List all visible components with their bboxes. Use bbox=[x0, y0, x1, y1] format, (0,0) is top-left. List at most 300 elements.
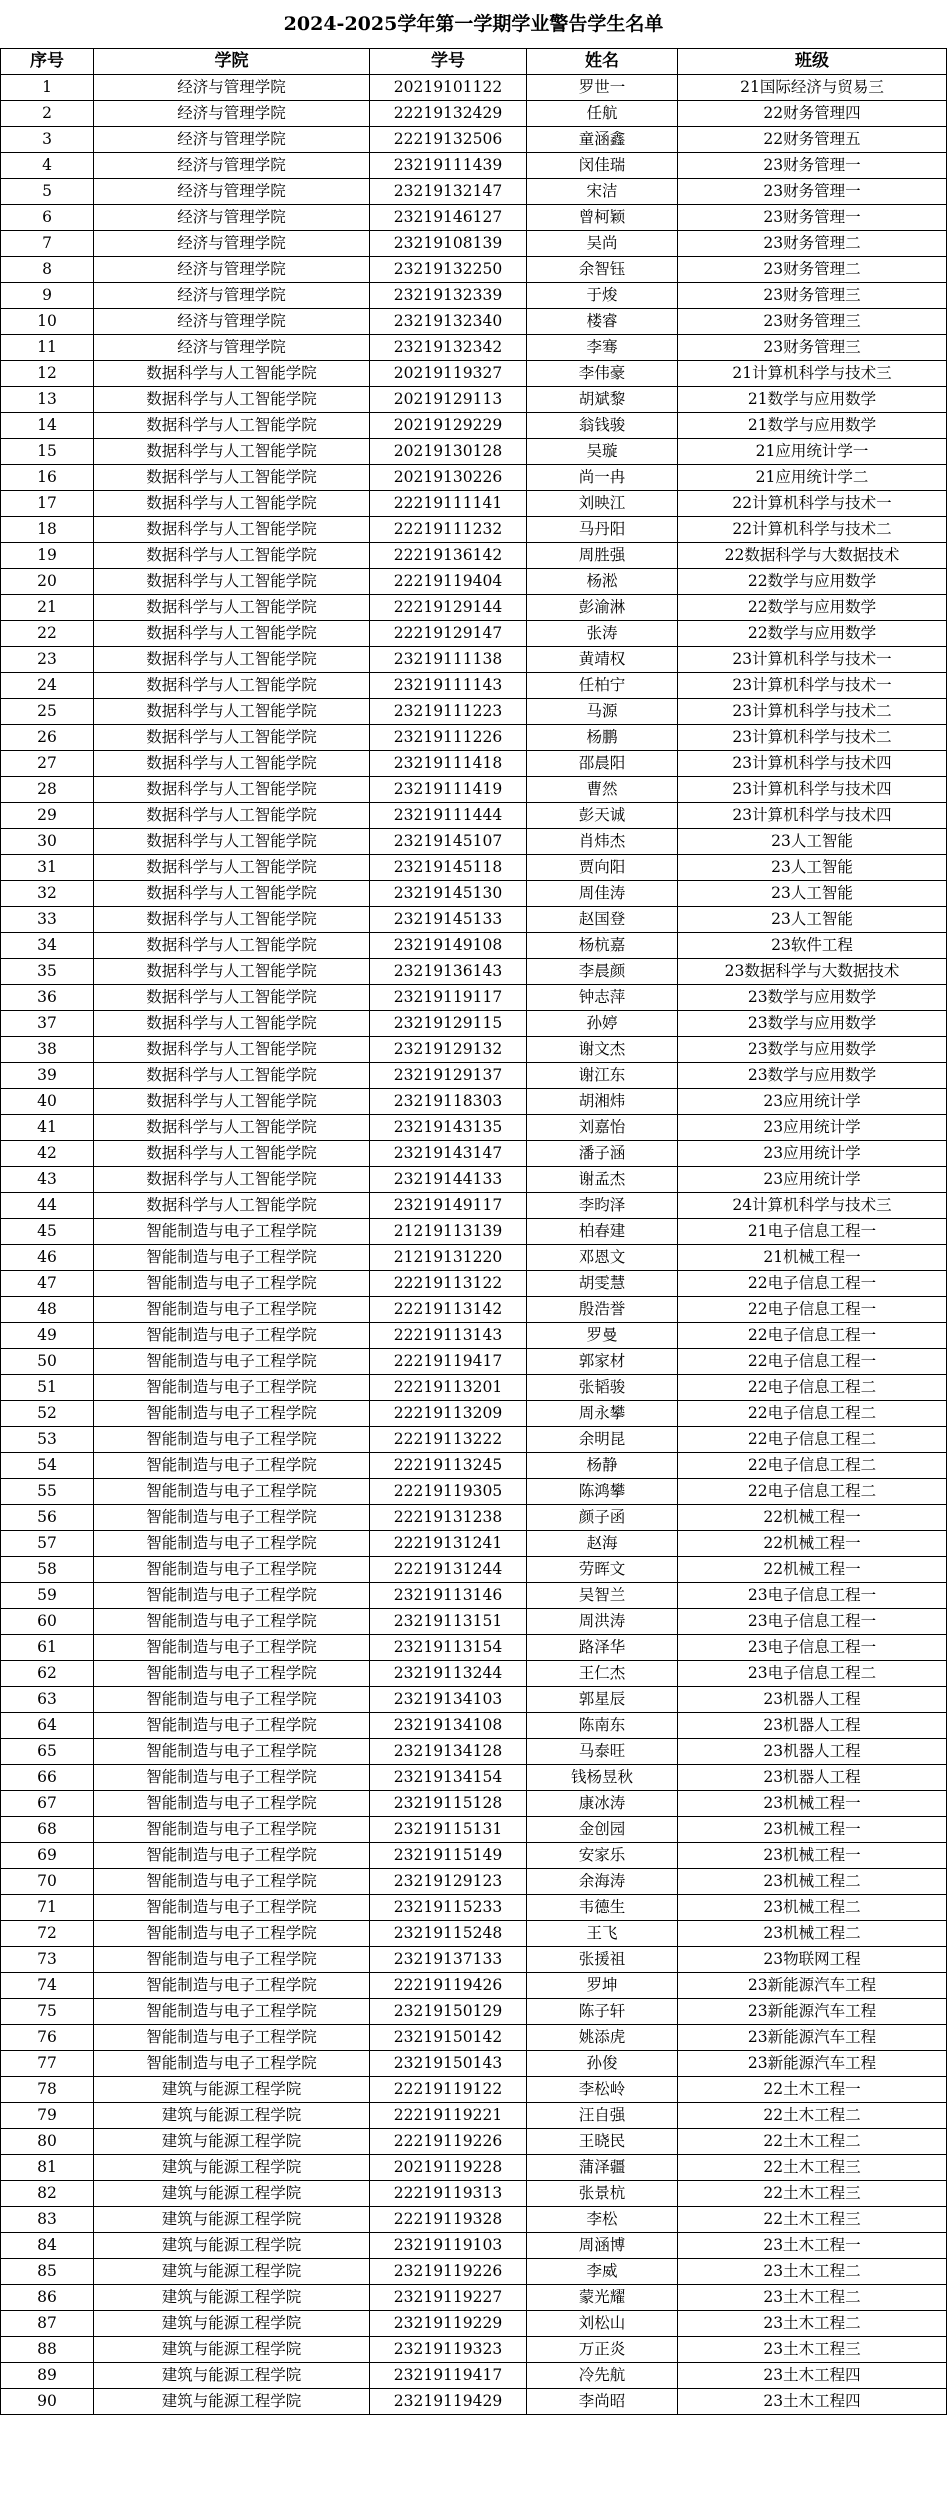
class-cell: 23人工智能 bbox=[678, 881, 947, 907]
class-cell: 23应用统计学 bbox=[678, 1115, 947, 1141]
class-cell: 23土木工程四 bbox=[678, 2363, 947, 2389]
college-cell: 智能制造与电子工程学院 bbox=[94, 2025, 370, 2051]
college-cell: 智能制造与电子工程学院 bbox=[94, 1895, 370, 1921]
table-row bbox=[1, 491, 947, 517]
college-cell: 数据科学与人工智能学院 bbox=[94, 543, 370, 569]
table-row bbox=[1, 127, 947, 153]
college-cell: 建筑与能源工程学院 bbox=[94, 2285, 370, 2311]
row-index: 55 bbox=[1, 1479, 94, 1505]
row-index: 8 bbox=[1, 257, 94, 283]
row-index: 65 bbox=[1, 1739, 94, 1765]
college-cell: 经济与管理学院 bbox=[94, 75, 370, 101]
class-cell: 23土木工程二 bbox=[678, 2259, 947, 2285]
table-row bbox=[1, 1531, 947, 1557]
student-id-cell: 23219145133 bbox=[370, 907, 527, 933]
student-id-cell: 20219130226 bbox=[370, 465, 527, 491]
college-cell: 数据科学与人工智能学院 bbox=[94, 1193, 370, 1219]
name-cell: 周涵博 bbox=[527, 2233, 678, 2259]
table-row bbox=[1, 2337, 947, 2363]
student-warning-table bbox=[0, 48, 947, 2415]
name-cell: 王晓民 bbox=[527, 2129, 678, 2155]
college-cell: 建筑与能源工程学院 bbox=[94, 2233, 370, 2259]
class-cell: 23应用统计学 bbox=[678, 1089, 947, 1115]
class-cell: 22土木工程三 bbox=[678, 2155, 947, 2181]
name-cell: 尚一冉 bbox=[527, 465, 678, 491]
name-cell: 李伟豪 bbox=[527, 361, 678, 387]
class-cell: 23计算机科学与技术一 bbox=[678, 647, 947, 673]
college-cell: 智能制造与电子工程学院 bbox=[94, 1765, 370, 1791]
name-cell: 李晨颜 bbox=[527, 959, 678, 985]
table-row bbox=[1, 1063, 947, 1089]
class-cell: 23应用统计学 bbox=[678, 1167, 947, 1193]
student-id-cell: 23219113146 bbox=[370, 1583, 527, 1609]
student-id-cell: 23219115248 bbox=[370, 1921, 527, 1947]
college-cell: 智能制造与电子工程学院 bbox=[94, 1401, 370, 1427]
row-index: 39 bbox=[1, 1063, 94, 1089]
table-row bbox=[1, 1895, 947, 1921]
name-cell: 刘映江 bbox=[527, 491, 678, 517]
name-cell: 康冰涛 bbox=[527, 1791, 678, 1817]
name-cell: 马丹阳 bbox=[527, 517, 678, 543]
row-index: 89 bbox=[1, 2363, 94, 2389]
table-row bbox=[1, 1661, 947, 1687]
row-index: 68 bbox=[1, 1817, 94, 1843]
table-row bbox=[1, 1557, 947, 1583]
student-id-cell: 23219115128 bbox=[370, 1791, 527, 1817]
student-id-cell: 23219132250 bbox=[370, 257, 527, 283]
college-cell: 智能制造与电子工程学院 bbox=[94, 1245, 370, 1271]
table-row bbox=[1, 361, 947, 387]
name-cell: 王飞 bbox=[527, 1921, 678, 1947]
row-index: 1 bbox=[1, 75, 94, 101]
name-cell: 李尚昭 bbox=[527, 2389, 678, 2415]
table-row bbox=[1, 1297, 947, 1323]
name-cell: 彭天诚 bbox=[527, 803, 678, 829]
college-cell: 数据科学与人工智能学院 bbox=[94, 491, 370, 517]
row-index: 44 bbox=[1, 1193, 94, 1219]
student-id-cell: 23219145118 bbox=[370, 855, 527, 881]
student-id-cell: 23219108139 bbox=[370, 231, 527, 257]
row-index: 73 bbox=[1, 1947, 94, 1973]
row-index: 14 bbox=[1, 413, 94, 439]
row-index: 90 bbox=[1, 2389, 94, 2415]
college-cell: 经济与管理学院 bbox=[94, 309, 370, 335]
row-index: 75 bbox=[1, 1999, 94, 2025]
table-row bbox=[1, 101, 947, 127]
college-cell: 建筑与能源工程学院 bbox=[94, 2389, 370, 2415]
class-cell: 22土木工程三 bbox=[678, 2207, 947, 2233]
student-id-cell: 23219111138 bbox=[370, 647, 527, 673]
name-cell: 谢文杰 bbox=[527, 1037, 678, 1063]
student-id-cell: 22219131238 bbox=[370, 1505, 527, 1531]
student-id-cell: 20219129113 bbox=[370, 387, 527, 413]
row-index: 3 bbox=[1, 127, 94, 153]
college-cell: 数据科学与人工智能学院 bbox=[94, 1141, 370, 1167]
student-id-cell: 23219119417 bbox=[370, 2363, 527, 2389]
name-cell: 闵佳瑞 bbox=[527, 153, 678, 179]
row-index: 76 bbox=[1, 2025, 94, 2051]
class-cell: 22数学与应用数学 bbox=[678, 569, 947, 595]
class-cell: 22数据科学与大数据技术 bbox=[678, 543, 947, 569]
table-row bbox=[1, 2259, 947, 2285]
name-cell: 赵国登 bbox=[527, 907, 678, 933]
table-row bbox=[1, 1765, 947, 1791]
student-id-cell: 23219111439 bbox=[370, 153, 527, 179]
college-cell: 智能制造与电子工程学院 bbox=[94, 1791, 370, 1817]
row-index: 42 bbox=[1, 1141, 94, 1167]
name-cell: 刘嘉怡 bbox=[527, 1115, 678, 1141]
name-cell: 张援祖 bbox=[527, 1947, 678, 1973]
student-id-cell: 23219118303 bbox=[370, 1089, 527, 1115]
class-cell: 21应用统计学二 bbox=[678, 465, 947, 491]
name-cell: 周胜强 bbox=[527, 543, 678, 569]
class-cell: 23土木工程三 bbox=[678, 2337, 947, 2363]
class-cell: 22机械工程一 bbox=[678, 1505, 947, 1531]
row-index: 18 bbox=[1, 517, 94, 543]
name-cell: 余明昆 bbox=[527, 1427, 678, 1453]
table-row bbox=[1, 1453, 947, 1479]
row-index: 47 bbox=[1, 1271, 94, 1297]
student-id-cell: 22219131244 bbox=[370, 1557, 527, 1583]
student-id-cell: 23219150142 bbox=[370, 2025, 527, 2051]
row-index: 33 bbox=[1, 907, 94, 933]
name-cell: 黄靖权 bbox=[527, 647, 678, 673]
student-id-cell: 22219119417 bbox=[370, 1349, 527, 1375]
table-row bbox=[1, 1843, 947, 1869]
student-id-cell: 20219119228 bbox=[370, 2155, 527, 2181]
table-row bbox=[1, 153, 947, 179]
row-index: 45 bbox=[1, 1219, 94, 1245]
class-cell: 21电子信息工程一 bbox=[678, 1219, 947, 1245]
name-cell: 王仁杰 bbox=[527, 1661, 678, 1687]
name-cell: 陈子轩 bbox=[527, 1999, 678, 2025]
college-cell: 建筑与能源工程学院 bbox=[94, 2207, 370, 2233]
class-cell: 23计算机科学与技术二 bbox=[678, 725, 947, 751]
college-cell: 智能制造与电子工程学院 bbox=[94, 1869, 370, 1895]
student-id-cell: 23219134128 bbox=[370, 1739, 527, 1765]
row-index: 28 bbox=[1, 777, 94, 803]
college-cell: 经济与管理学院 bbox=[94, 153, 370, 179]
class-cell: 22电子信息工程二 bbox=[678, 1427, 947, 1453]
student-id-cell: 23219150129 bbox=[370, 1999, 527, 2025]
row-index: 87 bbox=[1, 2311, 94, 2337]
college-cell: 经济与管理学院 bbox=[94, 335, 370, 361]
student-id-cell: 23219137133 bbox=[370, 1947, 527, 1973]
class-cell: 23财务管理二 bbox=[678, 231, 947, 257]
college-cell: 智能制造与电子工程学院 bbox=[94, 1687, 370, 1713]
table-row bbox=[1, 1089, 947, 1115]
table-row bbox=[1, 2155, 947, 2181]
table-row bbox=[1, 673, 947, 699]
row-index: 40 bbox=[1, 1089, 94, 1115]
name-cell: 罗世一 bbox=[527, 75, 678, 101]
row-index: 22 bbox=[1, 621, 94, 647]
college-cell: 智能制造与电子工程学院 bbox=[94, 1635, 370, 1661]
college-cell: 数据科学与人工智能学院 bbox=[94, 517, 370, 543]
name-cell: 曹然 bbox=[527, 777, 678, 803]
college-cell: 数据科学与人工智能学院 bbox=[94, 621, 370, 647]
student-id-cell: 23219115149 bbox=[370, 1843, 527, 1869]
name-cell: 贾向阳 bbox=[527, 855, 678, 881]
college-cell: 数据科学与人工智能学院 bbox=[94, 725, 370, 751]
row-index: 27 bbox=[1, 751, 94, 777]
class-cell: 23财务管理一 bbox=[678, 153, 947, 179]
row-index: 7 bbox=[1, 231, 94, 257]
class-cell: 22电子信息工程一 bbox=[678, 1323, 947, 1349]
college-cell: 智能制造与电子工程学院 bbox=[94, 1947, 370, 1973]
row-index: 13 bbox=[1, 387, 94, 413]
student-id-cell: 22219113122 bbox=[370, 1271, 527, 1297]
student-id-cell: 23219145107 bbox=[370, 829, 527, 855]
header-index: 序号 bbox=[1, 49, 94, 75]
row-index: 56 bbox=[1, 1505, 94, 1531]
student-id-cell: 23219143135 bbox=[370, 1115, 527, 1141]
row-index: 67 bbox=[1, 1791, 94, 1817]
student-id-cell: 23219134154 bbox=[370, 1765, 527, 1791]
name-cell: 邵晨阳 bbox=[527, 751, 678, 777]
name-cell: 胡斌黎 bbox=[527, 387, 678, 413]
student-id-cell: 23219111418 bbox=[370, 751, 527, 777]
row-index: 24 bbox=[1, 673, 94, 699]
college-cell: 数据科学与人工智能学院 bbox=[94, 413, 370, 439]
row-index: 72 bbox=[1, 1921, 94, 1947]
name-cell: 杨静 bbox=[527, 1453, 678, 1479]
name-cell: 翁钱骏 bbox=[527, 413, 678, 439]
student-id-cell: 23219119103 bbox=[370, 2233, 527, 2259]
college-cell: 经济与管理学院 bbox=[94, 101, 370, 127]
class-cell: 22机械工程一 bbox=[678, 1531, 947, 1557]
college-cell: 数据科学与人工智能学院 bbox=[94, 1167, 370, 1193]
college-cell: 智能制造与电子工程学院 bbox=[94, 1323, 370, 1349]
student-id-cell: 23219111143 bbox=[370, 673, 527, 699]
student-id-cell: 23219134103 bbox=[370, 1687, 527, 1713]
college-cell: 智能制造与电子工程学院 bbox=[94, 1609, 370, 1635]
student-id-cell: 22219119305 bbox=[370, 1479, 527, 1505]
row-index: 32 bbox=[1, 881, 94, 907]
table-row bbox=[1, 1609, 947, 1635]
table-row bbox=[1, 517, 947, 543]
table-row bbox=[1, 2129, 947, 2155]
college-cell: 建筑与能源工程学院 bbox=[94, 2337, 370, 2363]
class-cell: 23人工智能 bbox=[678, 907, 947, 933]
name-cell: 张涛 bbox=[527, 621, 678, 647]
table-row bbox=[1, 1869, 947, 1895]
table-row bbox=[1, 2077, 947, 2103]
name-cell: 蒲泽疆 bbox=[527, 2155, 678, 2181]
college-cell: 经济与管理学院 bbox=[94, 283, 370, 309]
row-index: 11 bbox=[1, 335, 94, 361]
name-cell: 楼睿 bbox=[527, 309, 678, 335]
row-index: 6 bbox=[1, 205, 94, 231]
college-cell: 数据科学与人工智能学院 bbox=[94, 751, 370, 777]
student-id-cell: 20219101122 bbox=[370, 75, 527, 101]
name-cell: 任航 bbox=[527, 101, 678, 127]
table-row bbox=[1, 751, 947, 777]
college-cell: 智能制造与电子工程学院 bbox=[94, 1921, 370, 1947]
name-cell: 张景杭 bbox=[527, 2181, 678, 2207]
table-row bbox=[1, 2233, 947, 2259]
row-index: 31 bbox=[1, 855, 94, 881]
college-cell: 数据科学与人工智能学院 bbox=[94, 803, 370, 829]
row-index: 26 bbox=[1, 725, 94, 751]
table-row bbox=[1, 569, 947, 595]
college-cell: 智能制造与电子工程学院 bbox=[94, 1583, 370, 1609]
name-cell: 钟志萍 bbox=[527, 985, 678, 1011]
row-index: 5 bbox=[1, 179, 94, 205]
row-index: 21 bbox=[1, 595, 94, 621]
name-cell: 陈鸿攀 bbox=[527, 1479, 678, 1505]
class-cell: 23电子信息工程一 bbox=[678, 1635, 947, 1661]
college-cell: 智能制造与电子工程学院 bbox=[94, 1843, 370, 1869]
table-row bbox=[1, 725, 947, 751]
class-cell: 22电子信息工程一 bbox=[678, 1349, 947, 1375]
college-cell: 数据科学与人工智能学院 bbox=[94, 1115, 370, 1141]
student-id-cell: 22219119122 bbox=[370, 2077, 527, 2103]
college-cell: 建筑与能源工程学院 bbox=[94, 2129, 370, 2155]
college-cell: 建筑与能源工程学院 bbox=[94, 2311, 370, 2337]
table-row bbox=[1, 621, 947, 647]
name-cell: 柏春建 bbox=[527, 1219, 678, 1245]
table-row bbox=[1, 1375, 947, 1401]
class-cell: 23土木工程一 bbox=[678, 2233, 947, 2259]
name-cell: 周佳涛 bbox=[527, 881, 678, 907]
college-cell: 经济与管理学院 bbox=[94, 179, 370, 205]
row-index: 81 bbox=[1, 2155, 94, 2181]
table-row bbox=[1, 2389, 947, 2415]
table-row bbox=[1, 1271, 947, 1297]
class-cell: 23计算机科学与技术四 bbox=[678, 751, 947, 777]
row-index: 85 bbox=[1, 2259, 94, 2285]
college-cell: 建筑与能源工程学院 bbox=[94, 2077, 370, 2103]
college-cell: 数据科学与人工智能学院 bbox=[94, 569, 370, 595]
name-cell: 余海涛 bbox=[527, 1869, 678, 1895]
table-row bbox=[1, 595, 947, 621]
row-index: 15 bbox=[1, 439, 94, 465]
table-row bbox=[1, 543, 947, 569]
row-index: 17 bbox=[1, 491, 94, 517]
name-cell: 郭星辰 bbox=[527, 1687, 678, 1713]
college-cell: 数据科学与人工智能学院 bbox=[94, 1089, 370, 1115]
table-row bbox=[1, 2311, 947, 2337]
name-cell: 吴智兰 bbox=[527, 1583, 678, 1609]
college-cell: 数据科学与人工智能学院 bbox=[94, 959, 370, 985]
table-row bbox=[1, 1245, 947, 1271]
table-row bbox=[1, 2025, 947, 2051]
row-index: 69 bbox=[1, 1843, 94, 1869]
class-cell: 23机器人工程 bbox=[678, 1713, 947, 1739]
college-cell: 数据科学与人工智能学院 bbox=[94, 1011, 370, 1037]
name-cell: 邓恩文 bbox=[527, 1245, 678, 1271]
student-id-cell: 23219113244 bbox=[370, 1661, 527, 1687]
class-cell: 23数据科学与大数据技术 bbox=[678, 959, 947, 985]
name-cell: 郭家材 bbox=[527, 1349, 678, 1375]
name-cell: 张韬骏 bbox=[527, 1375, 678, 1401]
student-id-cell: 23219119117 bbox=[370, 985, 527, 1011]
table-row bbox=[1, 1037, 947, 1063]
college-cell: 经济与管理学院 bbox=[94, 257, 370, 283]
class-cell: 23机械工程二 bbox=[678, 1869, 947, 1895]
name-cell: 吴璇 bbox=[527, 439, 678, 465]
name-cell: 马泰旺 bbox=[527, 1739, 678, 1765]
class-cell: 23财务管理三 bbox=[678, 309, 947, 335]
row-index: 10 bbox=[1, 309, 94, 335]
college-cell: 数据科学与人工智能学院 bbox=[94, 699, 370, 725]
header-class: 班级 bbox=[678, 49, 947, 75]
table-row bbox=[1, 1323, 947, 1349]
table-header-row bbox=[1, 49, 947, 75]
college-cell: 智能制造与电子工程学院 bbox=[94, 1219, 370, 1245]
student-id-cell: 22219119313 bbox=[370, 2181, 527, 2207]
name-cell: 周永攀 bbox=[527, 1401, 678, 1427]
table-row bbox=[1, 1427, 947, 1453]
name-cell: 李松岭 bbox=[527, 2077, 678, 2103]
name-cell: 宋洁 bbox=[527, 179, 678, 205]
table-row bbox=[1, 1401, 947, 1427]
row-index: 79 bbox=[1, 2103, 94, 2129]
student-id-cell: 22219119426 bbox=[370, 1973, 527, 1999]
name-cell: 曾柯颖 bbox=[527, 205, 678, 231]
class-cell: 21计算机科学与技术三 bbox=[678, 361, 947, 387]
name-cell: 孙俊 bbox=[527, 2051, 678, 2077]
student-id-cell: 22219111232 bbox=[370, 517, 527, 543]
student-id-cell: 22219131241 bbox=[370, 1531, 527, 1557]
class-cell: 22土木工程二 bbox=[678, 2129, 947, 2155]
row-index: 77 bbox=[1, 2051, 94, 2077]
class-cell: 23计算机科学与技术四 bbox=[678, 803, 947, 829]
row-index: 52 bbox=[1, 1401, 94, 1427]
class-cell: 23数学与应用数学 bbox=[678, 985, 947, 1011]
class-cell: 23新能源汽车工程 bbox=[678, 1973, 947, 1999]
student-id-cell: 22219132429 bbox=[370, 101, 527, 127]
name-cell: 罗曼 bbox=[527, 1323, 678, 1349]
name-cell: 杨淞 bbox=[527, 569, 678, 595]
student-id-cell: 23219115233 bbox=[370, 1895, 527, 1921]
student-id-cell: 22219119328 bbox=[370, 2207, 527, 2233]
table-row bbox=[1, 881, 947, 907]
row-index: 19 bbox=[1, 543, 94, 569]
class-cell: 22土木工程一 bbox=[678, 2077, 947, 2103]
college-cell: 数据科学与人工智能学院 bbox=[94, 439, 370, 465]
table-row bbox=[1, 439, 947, 465]
student-id-cell: 23219129137 bbox=[370, 1063, 527, 1089]
row-index: 46 bbox=[1, 1245, 94, 1271]
row-index: 51 bbox=[1, 1375, 94, 1401]
row-index: 20 bbox=[1, 569, 94, 595]
row-index: 53 bbox=[1, 1427, 94, 1453]
table-row bbox=[1, 1817, 947, 1843]
class-cell: 22电子信息工程一 bbox=[678, 1297, 947, 1323]
student-id-cell: 23219113154 bbox=[370, 1635, 527, 1661]
student-id-cell: 23219134108 bbox=[370, 1713, 527, 1739]
row-index: 50 bbox=[1, 1349, 94, 1375]
class-cell: 23财务管理三 bbox=[678, 283, 947, 309]
row-index: 38 bbox=[1, 1037, 94, 1063]
table-row bbox=[1, 985, 947, 1011]
class-cell: 23数学与应用数学 bbox=[678, 1037, 947, 1063]
student-id-cell: 22219132506 bbox=[370, 127, 527, 153]
row-index: 58 bbox=[1, 1557, 94, 1583]
college-cell: 数据科学与人工智能学院 bbox=[94, 361, 370, 387]
college-cell: 智能制造与电子工程学院 bbox=[94, 1453, 370, 1479]
name-cell: 胡雯慧 bbox=[527, 1271, 678, 1297]
college-cell: 智能制造与电子工程学院 bbox=[94, 1661, 370, 1687]
student-id-cell: 20219130128 bbox=[370, 439, 527, 465]
row-index: 9 bbox=[1, 283, 94, 309]
college-cell: 数据科学与人工智能学院 bbox=[94, 933, 370, 959]
student-id-cell: 23219149117 bbox=[370, 1193, 527, 1219]
table-row bbox=[1, 1115, 947, 1141]
row-index: 16 bbox=[1, 465, 94, 491]
